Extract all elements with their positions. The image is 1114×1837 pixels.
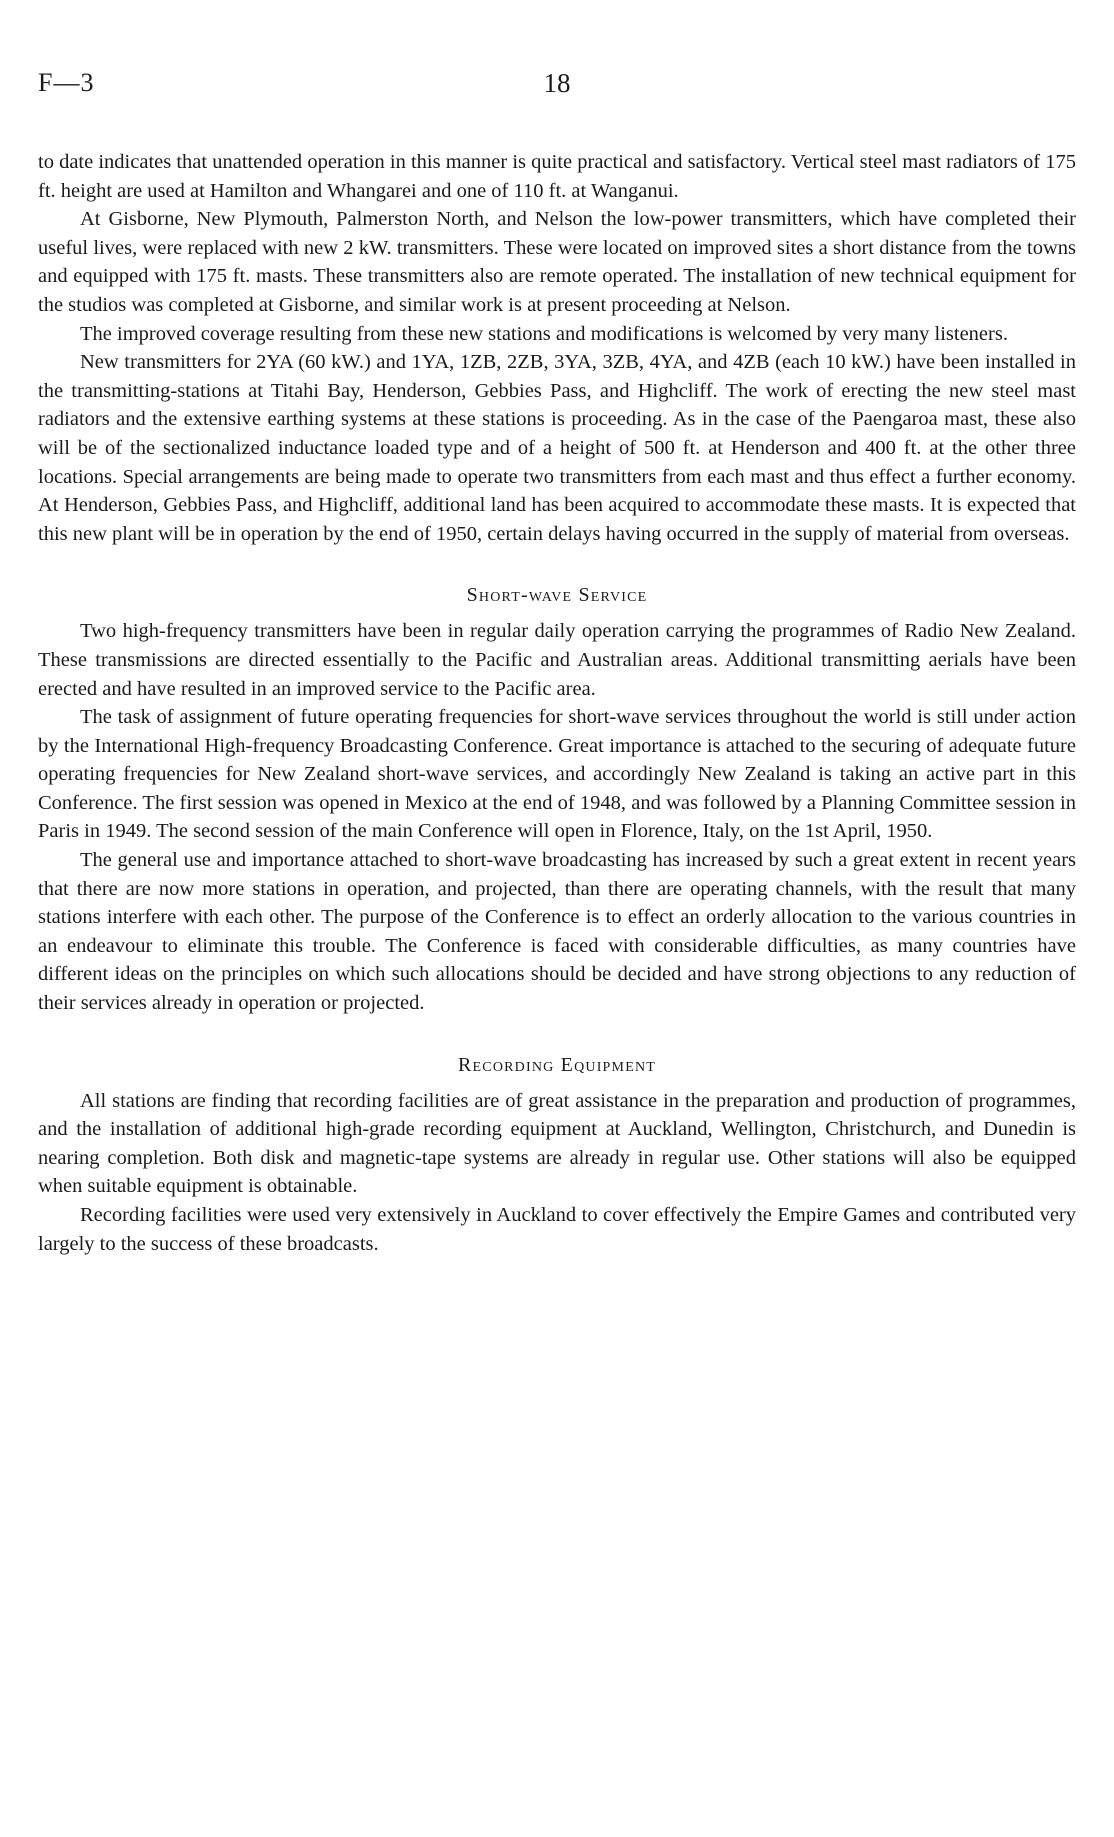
paragraph: Two high-frequency transmitters have been in regular daily operation carrying the programmes of Radio New Zealand. These transmissions are directed essentially to the Pacific and Australian areas. Additional transmitting aerials have been erected and have resulted in an improved service to the Pacific area. <box>38 620 1076 700</box>
document-reference: F—3 <box>38 68 95 97</box>
section-heading: Recording Equipment <box>457 1053 657 1076</box>
paragraph: The general use and importance attached to short-wave broadcasting has increased by such a great extent in recent years that there are now more stations in operation, and projected, than there are operating channels, with the result that many stations interfere with each other. The purpose of the Conference is to effect an orderly allocation to the various countries in an endeavour to eliminate this trouble. The Conference is faced with considerable difficulties, as many countries have different ideas on the principles on which such allocations should be decided and have strong objections to any reduction of their services already in operation or projected. <box>38 849 1076 1015</box>
section-short-wave-service <box>38 584 1076 1017</box>
section-heading: Short-wave Service <box>466 584 648 607</box>
document-page <box>38 68 1076 1258</box>
paragraph: New transmitters for 2YA (60 kW.) and 1YA, 1ZB, 2ZB, 3YA, 3ZB, 4YA, and 4ZB (each 10 kW.) have been installed in the transmitting-stations at Titahi Bay, Henderson, Gebbies Pass, and Highcliff. The work of erecting the new steel mast radiators and the extensive earthing systems at these stations is proceeding. As in the case of the Paengaroa mast, these also will be of the sectionalized inductance loaded type and of a height of 500 ft. at Henderson and 400 ft. at the other three locations. Special arrangements are being made to operate two transmitters from each mast and thus effect a further economy. At Henderson, Gebbies Pass, and Highcliff, additional land has been acquired to accommodate these masts. It is expected that this new plant will be in operation by the end of 1950, certain delays having occurred in the supply of material from overseas. <box>38 351 1076 545</box>
page-header <box>38 68 1076 108</box>
paragraph: to date indicates that unattended operation in this manner is quite practical and satisfactory. Vertical steel mast radiators of 175 ft. height are used at Hamilton and Whangarei and one of 110 ft. at Wanganui. <box>38 151 1076 202</box>
paragraph: All stations are finding that recording facilities are of great assistance in the preparation and production of programmes, and the installation of additional high-grade recording equipment at Auckland, Wellington, Christchurch, and Dunedin is nearing completion. Both disk and magnetic-tape systems are already in regular use. Other stations will also be equipped when suitable equipment is obtainable. <box>38 1089 1076 1198</box>
paragraph: At Gisborne, New Plymouth, Palmerston North, and Nelson the low-power transmitters, which have completed their useful lives, were replaced with new 2 kW. transmitters. These were located on improved sites a short distance from the towns and equipped with 175 ft. masts. These transmitters also are remote operated. The installation of new technical equipment for the studios was completed at Gisborne, and similar work is at present proceeding at Nelson. <box>38 208 1076 316</box>
paragraph: The task of assignment of future operating frequencies for short-wave services throughout the world is still under action by the International High-frequency Broadcasting Conference. Great importance is attached to the securing of adequate future operating frequencies for New Zealand short-wave services, and accordingly New Zealand is taking an active part in this Conference. The first session was opened in Mexico at the end of 1948, and was followed by a Planning Committee session in Paris in 1949. The second session of the main Conference will open in Florence, Italy, on the 1st April, 1950. <box>38 706 1076 843</box>
paragraph: The improved coverage resulting from these new stations and modifications is welcomed by very many listeners. <box>80 322 1008 345</box>
section-recording-equipment <box>38 1054 1076 1259</box>
page-number: 18 <box>543 68 571 98</box>
section-intro <box>38 148 1076 548</box>
paragraph: Recording facilities were used very extensively in Auckland to cover effectively the Empire Games and contributed very largely to the success of these broadcasts. <box>38 1204 1076 1255</box>
